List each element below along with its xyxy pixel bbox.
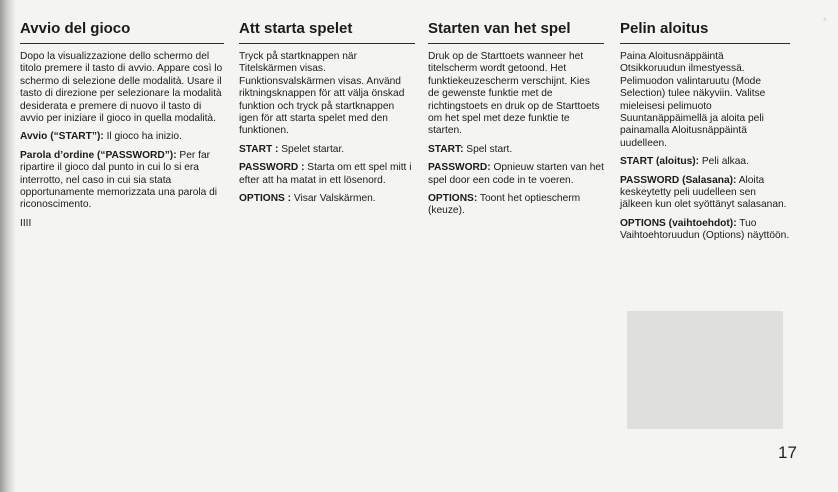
option-description: Starta om ett spel mitt i efter att ha matat in ett lösenord.: [239, 162, 412, 186]
option-description: Peli alkaa.: [699, 156, 749, 168]
option-description: Spelet startar.: [278, 143, 345, 155]
column-swedish: [239, 20, 415, 211]
option-description: Aloita keskeytetty peli uudelleen sen jälkeen kun olet syöttänyt salasanan.: [620, 174, 787, 211]
option-options: [239, 193, 415, 205]
option-term: START (aloitus):: [620, 156, 700, 168]
option-description: Visar Valskärmen.: [291, 193, 376, 205]
option-start: [239, 144, 415, 156]
column-dutch: [428, 20, 604, 224]
section-heading: Att starta spelet: [239, 20, 415, 44]
option-password: [620, 175, 790, 212]
option-start: [20, 131, 224, 143]
page-number: 17: [778, 443, 797, 462]
option-term: PASSWORD:: [428, 162, 491, 174]
option-start: [620, 156, 790, 168]
option-term: PASSWORD (Salasana):: [620, 174, 737, 186]
option-password: [239, 162, 415, 187]
column-italian: [20, 20, 224, 236]
section-heading: Pelin aloitus: [620, 20, 790, 44]
section-heading: Starten van het spel: [428, 20, 604, 44]
binding-shadow: [0, 0, 16, 492]
option-term: OPTIONS:: [428, 193, 478, 205]
intro-paragraph: Tryck på startknappen när Titelskärmen visas. Funktionsvalskärmen visas. Använd riktningsknappen för att välja önskad funktion och tryck på startknappen igen för att starta spelet med den funktionen.: [239, 51, 405, 137]
intro-paragraph: Druk op de Starttoets wanneer het titelscherm wordt getoond. Het funktiekeuzescherm verschijnt. Kies de gewenste funktie met de richtingstoets en druk op de Starttoets om het spel met deze funktie te starten.: [428, 51, 600, 137]
option-description: Spel start.: [463, 143, 513, 155]
option-term: START :: [239, 143, 279, 155]
intro-paragraph: Dopo la visualizzazione dello schermo del titolo premere il tasto di avvio. Appare così lo schermo di selezione delle modalità. Usare il tasto di direzione per selezionare la modalità desiderata e premere di nuovo il tasto di avvio per iniziare il gioco in quella modalità.: [20, 51, 223, 125]
option-password: [428, 162, 604, 187]
screenshot-placeholder-box: [627, 311, 783, 429]
option-term: Avvio (“START”):: [20, 131, 104, 143]
option-options: [620, 218, 790, 243]
option-term: Parola d’ordine (“PASSWORD”):: [20, 149, 177, 161]
option-description: Opnieuw starten van het spel door een code in te voeren.: [428, 162, 604, 186]
option-term: OPTIONS :: [239, 193, 292, 205]
option-password: [20, 150, 224, 212]
option-description: Per far ripartire il gioco dal punto in cui lo si era interrotto, nel caso in cui sia stata opportunamente memorizzata una parola di riconoscimento.: [20, 149, 218, 211]
section-heading: Avvio del gioco: [20, 20, 224, 44]
option-options: [428, 193, 604, 218]
option-term: PASSWORD :: [239, 162, 305, 174]
option-term: START:: [428, 143, 464, 155]
option-description: Il gioco ha inizio.: [103, 131, 182, 143]
column-footer: IIII: [20, 217, 32, 229]
intro-paragraph: Paina Aloitusnäppäintä Otsikkoruudun ilmestyessä. Pelimuodon valintaruutu (Mode Selection) tulee näkyviin. Valitse mieleisesi pelimuoto Suuntanäppäimellä ja aloita peli painamalla Aloitusnäppäintä uudelleen.: [620, 51, 766, 149]
option-description: Toont het optiescherm (keuze).: [428, 193, 581, 217]
column-finnish: [620, 20, 790, 249]
option-description: Tuo Vaihtoehtoruudun (Options) näyttöön.: [620, 217, 790, 242]
option-start: [428, 144, 604, 156]
option-term: OPTIONS (vaihtoehdot):: [620, 217, 737, 229]
corner-mark: *: [823, 16, 827, 26]
